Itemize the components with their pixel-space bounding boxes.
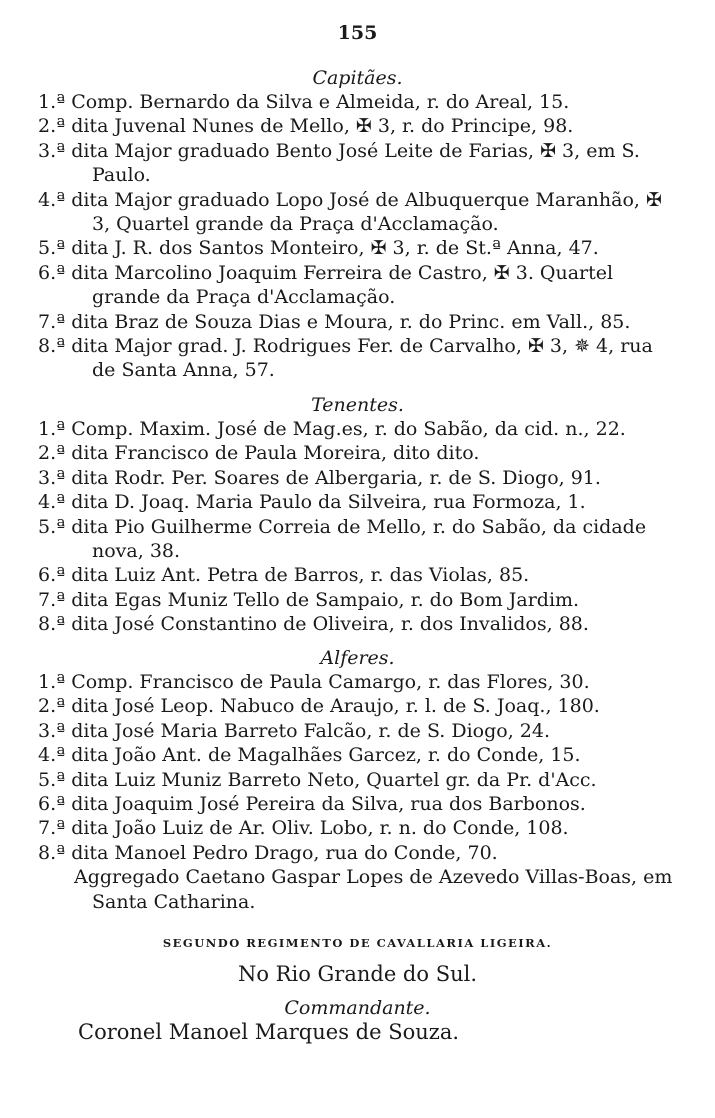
regimento-subtitle: No Rio Grande do Sul.	[237, 962, 477, 986]
alferes-entry-8: 8.ª dita Manoel Pedro Drago, rua do Conde, 70.	[38, 841, 498, 864]
tenentes-section	[0, 393, 715, 637]
tenente-entry-1: 1.ª Comp. Maxim. José de Mag.es, r. do Sabão, da cid. n., 22.	[38, 418, 626, 440]
tenente-entry-5: 5.ª dita Pio Guilherme Correia de Mello, r. do Sabão, da cidade nova, 38.	[38, 515, 647, 563]
alferes-entry-5: 5.ª dita Luiz Muniz Barreto Neto, Quartel gr. da Pr. d'Acc.	[38, 768, 597, 791]
capitao-entry-1: 1.ª Comp. Bernardo da Silva e Almeida, r. do Areal, 15.	[38, 91, 570, 113]
tenentes-heading: Tenentes.	[311, 394, 404, 416]
alferes-entry-7: 7.ª dita João Luiz de Ar. Oliv. Lobo, r. n. do Conde, 108.	[38, 817, 569, 840]
page-number: 155	[337, 22, 378, 44]
capitao-entry-2: 2.ª dita Juvenal Nunes de Mello, ✠ 3, r. do Principe, 98.	[38, 115, 574, 138]
capitao-entry-3: 3.ª dita Major graduado Bento José Leite de Farias, ✠ 3, em S. Paulo.	[38, 139, 640, 187]
alferes-entry-3: 3.ª dita José Maria Barreto Falcão, r. de S. Diogo, 24.	[38, 719, 551, 742]
tenente-entry-4: 4.ª dita D. Joaq. Maria Paulo da Silveira, rua Formoza, 1.	[38, 491, 586, 514]
regimento-title: SEGUNDO REGIMENTO DE CAVALLARIA LIGEIRA.	[162, 936, 553, 950]
tenente-entry-2: 2.ª dita Francisco de Paula Moreira, dito dito.	[38, 442, 480, 465]
tenente-entry-3: 3.ª dita Rodr. Per. Soares de Albergaria, r. de S. Diogo, 91.	[38, 466, 601, 489]
capitao-entry-7: 7.ª dita Braz de Souza Dias e Moura, r. do Princ. em Vall., 85.	[38, 310, 631, 333]
alferes-entry-1: 1.ª Comp. Francisco de Paula Camargo, r. das Flores, 30.	[38, 671, 590, 693]
tenente-entry-8: 8.ª dita José Constantino de Oliveira, r. dos Invalidos, 88.	[38, 613, 589, 636]
capitao-entry-6: 6.ª dita Marcolino Joaquim Ferreira de Castro, ✠ 3. Quartel grande da Praça d'Acclamação.	[38, 261, 614, 309]
alferes-heading: Alferes.	[320, 647, 395, 669]
aggregado-entry: Aggregado Caetano Gaspar Lopes de Azevedo Villas-Boas, em Santa Catharina.	[74, 866, 673, 913]
commandante-heading: Commandante.	[284, 997, 431, 1019]
alferes-entry-6: 6.ª dita Joaquim José Pereira da Silva, rua dos Barbonos.	[38, 793, 586, 816]
tenente-entry-7: 7.ª dita Egas Muniz Tello de Sampaio, r. do Bom Jardim.	[38, 588, 580, 611]
capitao-entry-4: 4.ª dita Major graduado Lopo José de Albuquerque Maranhão, ✠ 3, Quartel grande da Praça d'Acclamação.	[38, 188, 662, 236]
capitaes-section	[0, 66, 715, 383]
alferes-entry-2: 2.ª dita José Leop. Nabuco de Araujo, r. l. de S. Joaq., 180.	[38, 695, 600, 718]
alferes-section	[0, 646, 715, 914]
capitaes-heading: Capitães.	[312, 67, 403, 89]
alferes-entry-4: 4.ª dita João Ant. de Magalhães Garcez, r. do Conde, 15.	[38, 744, 581, 767]
tenente-entry-6: 6.ª dita Luiz Ant. Petra de Barros, r. das Violas, 85.	[38, 564, 530, 587]
commandante-name: Coronel Manoel Marques de Souza.	[78, 1020, 460, 1044]
capitao-entry-8: 8.ª dita Major grad. J. Rodrigues Fer. de Carvalho, ✠ 3, ✵ 4, rua de Santa Anna, 57.	[38, 335, 653, 382]
capitao-entry-5: 5.ª dita J. R. dos Santos Monteiro, ✠ 3, r. de St.ª Anna, 47.	[38, 237, 599, 260]
